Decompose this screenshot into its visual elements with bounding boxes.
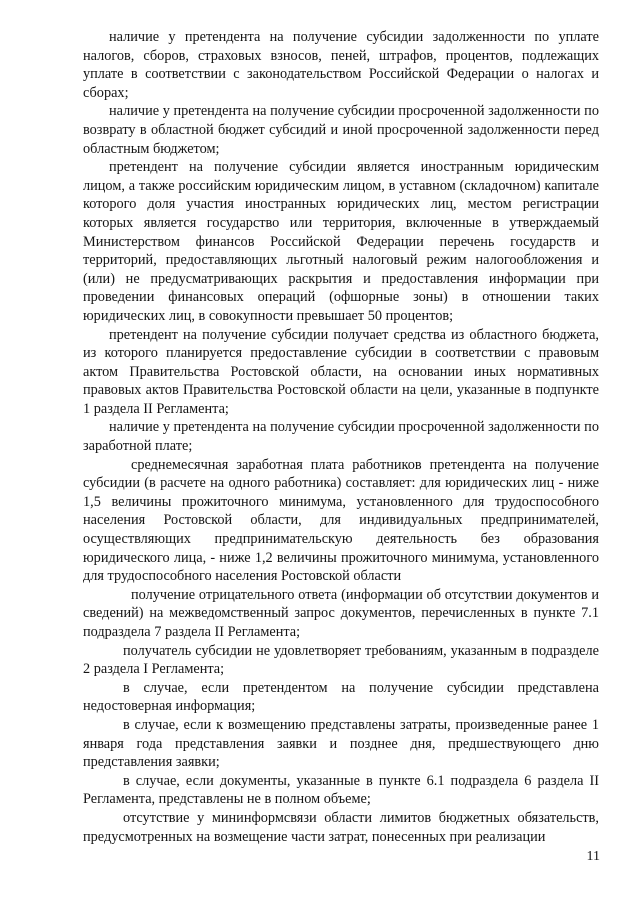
page-number: 11 xyxy=(586,849,600,864)
paragraph-requirements: получатель субсидии не удовлетворяет требованиям, указанным в подразделе 2 раздела I Регламента; xyxy=(83,642,599,678)
paragraph-incomplete-documents: в случае, если документы, указанные в пункте 6.1 подраздела 6 раздела II Регламента, представлены не в полном объеме; xyxy=(83,772,599,808)
document-body xyxy=(83,28,599,846)
paragraph-tax-debt: наличие у претендента на получение субсидии задолженности по уплате налогов, сборов, страховых взносов, пеней, штрафов, процентов, подлежащих уплате в соответствии с законодательством Российской Федерации о налогах и сборах; xyxy=(83,29,599,101)
paragraph-negative-response: получение отрицательного ответа (информации об отсутствии документов и сведений) на межведомственный запрос документов, перечисленных в пункте 7.1 подраздела 7 раздела II Регламента; xyxy=(83,586,599,640)
paragraph-budget-limits: отсутствие у мининформсвязи области лимитов бюджетных обязательств, предусмотренных на возмещение части затрат, понесенных при реализации xyxy=(83,809,599,845)
paragraph-average-wage: среднемесячная заработная плата работников претендента на получение субсидии (в расчете на одного работника) составляет: для юридических лиц - ниже 1,5 величины прожиточного минимума, установленного для трудоспособного населения Ростовской области, для индивидуальных предпринимателей, осуществляющих предпринимательскую деятельность без образования юридического лица, - ниже 1,2 величины прожиточного минимума, установленного для трудоспособного населения Ростовской области xyxy=(83,456,599,585)
paragraph-costs-period: в случае, если к возмещению представлены затраты, произведенные ранее 1 января года представления заявки и позднее дня, предшествующего дню представления заявки; xyxy=(83,716,599,771)
paragraph-false-information: в случае, если претендентом на получение субсидии представлена недостоверная информация; xyxy=(83,679,599,715)
paragraph-foreign-entity: претендент на получение субсидии является иностранным юридическим лицом, а также российским юридическим лицом, в уставном (складочном) капитале которого доля участия иностранных юридических лиц, местом регистрации которых является государство или территория, включенные в утверждаемый Министерством финансов Российской Федерации перечень государств и территорий, предоставляющих льготный налоговый режим налогообложения и (или) не предусматривающих раскрытия и предоставления информации при проведении финансовых операций (офшорные зоны) в отношении таких юридических лиц, в совокупности превышает 50 процентов; xyxy=(83,159,599,324)
paragraph-wage-arrears: наличие у претендента на получение субсидии просроченной задолженности по заработной плате; xyxy=(83,419,599,455)
paragraph-overdue-debt-budget: наличие у претендента на получение субсидии просроченной задолженности по возврату в областной бюджет субсидий и иной просроченной задолженности перед областным бюджетом; xyxy=(83,103,599,157)
paragraph-regional-funds: претендент на получение субсидии получает средства из областного бюджета, из которого планируется предоставление субсидии в соответствии с правовым актом Правительства Ростовской области, на основании иных нормативных правовых актов Правительства Ростовской области на цели, указанные в подпункте 1 раздела II Регламента; xyxy=(83,326,599,417)
